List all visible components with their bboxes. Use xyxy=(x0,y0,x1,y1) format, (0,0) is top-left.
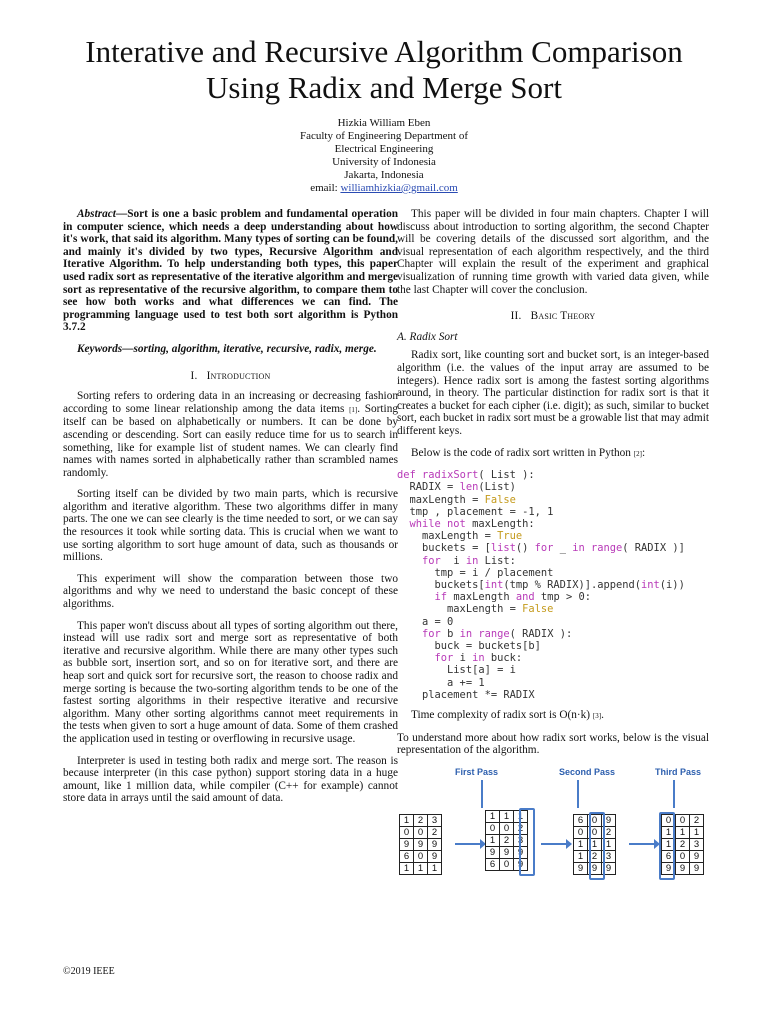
grid-cell: 9 xyxy=(602,862,616,874)
overview-paragraph: This paper will be divided in four main chapters. Chapter I will discuss about introduction to sorting algorithm, the second Chapter will be covering details of the discussed sort algorithm, and the visual representation of each algorithm respectively, and the third Chapter will explain the result of the experiment and graphical visualization of running time growth with varied data given, while the last Chapter will cover the conclusion. xyxy=(397,208,709,296)
citation: [2] xyxy=(633,449,642,458)
grid-cell: 9 xyxy=(428,850,442,862)
section-title: Introduction xyxy=(206,369,271,382)
grid-cell: 2 xyxy=(690,814,704,826)
grid-cell: 6 xyxy=(574,814,588,826)
grid-cell: 9 xyxy=(486,846,500,858)
grid-cell: 1 xyxy=(514,810,528,822)
radix-paragraph-1: Radix sort, like counting sort and bucket sort, is an integer-based algorithm (i.e. the values of the input array are assumed to be integers). Hence radix sort is among the fastest sorting algorithms around, in theory. The particular distinction for radix sort is that it creates a bucket for each cipher (i.e. digit); as such, similar to bucket sort, each bucket in radix sort must be a growable list that may admit different keys. xyxy=(397,349,709,437)
paper-title xyxy=(40,34,728,106)
radix-paragraph-2 xyxy=(397,447,709,461)
abstract-label: Abstract xyxy=(77,208,116,220)
second-pass-highlight xyxy=(589,812,605,880)
grid-cell: 1 xyxy=(428,862,442,874)
section-heading-basic-theory xyxy=(397,310,709,323)
grid-cell: 0 xyxy=(676,850,690,862)
grid-cell: 9 xyxy=(500,846,514,858)
grid-cell: 9 xyxy=(588,862,602,874)
grid-cell: 3 xyxy=(602,850,616,862)
first-pass-pointer xyxy=(481,780,483,808)
grid-row xyxy=(400,838,442,850)
grid-row xyxy=(400,850,442,862)
grid-cell: 9 xyxy=(514,858,528,870)
grid-cell: 0 xyxy=(400,826,414,838)
grid-cell: 2 xyxy=(500,834,514,846)
grid-row xyxy=(400,826,442,838)
grid-cell: 2 xyxy=(514,822,528,834)
grid-cell: 1 xyxy=(676,826,690,838)
grid-cell: 0 xyxy=(500,822,514,834)
first-pass-highlight xyxy=(519,808,535,876)
grid-cell: 0 xyxy=(676,814,690,826)
grid-cell: 1 xyxy=(400,814,414,826)
grid-cell: 2 xyxy=(414,814,428,826)
citation: [1] xyxy=(349,405,358,414)
grid-cell: 1 xyxy=(574,838,588,850)
author-affiliation-3: University of Indonesia xyxy=(332,156,436,168)
email-label: email: xyxy=(310,182,341,194)
grid-cell: 6 xyxy=(662,850,676,862)
grid-cell: 9 xyxy=(690,862,704,874)
grid-cell: 2 xyxy=(602,826,616,838)
grid-cell: 0 xyxy=(588,826,602,838)
grid-cell: 0 xyxy=(486,822,500,834)
intro-p1-text-cont: . Sorting itself can be based on alphabetically or numbers. It can be done by ascending or descending. Sort can easily reduce time for us to search in something, like for example list of student names. We can clearly find names with names sorted in alphabetically rather than scrambled names randomly. xyxy=(63,402,398,479)
author-affiliation-4: Jakarta, Indonesia xyxy=(344,169,424,181)
grid-cell: 0 xyxy=(414,850,428,862)
keywords-label: Keywords xyxy=(77,342,123,355)
grid-cell: 0 xyxy=(662,814,676,826)
arrow-to-third-pass xyxy=(629,843,655,845)
arrow-to-first-pass xyxy=(455,843,481,845)
citation: [3] xyxy=(592,711,602,720)
first-pass-label: First Pass xyxy=(455,766,499,777)
third-pass-label: Third Pass xyxy=(655,766,702,777)
author-email-line xyxy=(200,182,568,195)
grid-cell: 1 xyxy=(400,862,414,874)
grid-cell: 9 xyxy=(428,838,442,850)
title-line-2: Using Radix and Merge Sort xyxy=(206,70,562,105)
grid-cell: 1 xyxy=(588,838,602,850)
grid-cell: 6 xyxy=(486,858,500,870)
grid-row xyxy=(400,814,442,826)
grid-cell: 9 xyxy=(574,862,588,874)
second-pass-label: Second Pass xyxy=(559,766,616,777)
complexity-text: Time complexity of radix sort is O(n·k) xyxy=(411,708,591,721)
grid-cell: 1 xyxy=(414,862,428,874)
intro-paragraph-5: Interpreter is used in testing both radix and merge sort. The reason is because interpreter (in this case python) support storing data in a huge amount, like 1 million data, while compiler (C++ for example) cannot store data in arrays until the said amount of data. xyxy=(63,754,398,805)
complexity-end: . xyxy=(601,708,604,721)
initial-array-grid xyxy=(399,814,442,875)
grid-cell: 9 xyxy=(602,814,616,826)
grid-cell: 9 xyxy=(662,862,676,874)
section-number: II. xyxy=(510,310,522,323)
title-line-1: Interative and Recursive Algorithm Comparison xyxy=(85,34,683,69)
abstract xyxy=(63,208,398,334)
intro-paragraph-2: Sorting itself can be divided by two main parts, which is recursive algorithm and iterative algorithm. These two algorithms differ in many parts. The one we can see clearly is the time needed to sort, or we can say the resources it took while sorting data. This is crucial when we want to use sorting algorithm to sort huge amount of data, such as thousands or millions. xyxy=(63,488,398,564)
grid-cell: 2 xyxy=(588,850,602,862)
author-affiliation-2: Electrical Engineering xyxy=(334,143,434,155)
grid-cell: 3 xyxy=(514,834,528,846)
radix-paragraph-3: To understand more about how radix sort works, below is the visual representation of the algorithm. xyxy=(397,731,709,757)
intro-paragraph-3: This experiment will show the comparation between those two algorithms and why we need to understand the basic concept of these algorithms. xyxy=(63,572,398,611)
author-block xyxy=(200,117,568,195)
intro-paragraph-1 xyxy=(63,390,398,479)
complexity-line xyxy=(397,709,709,723)
author-affiliation-1: Faculty of Engineering Department of xyxy=(299,130,468,142)
grid-cell: 9 xyxy=(414,838,428,850)
copyright-footer: ©2019 IEEE xyxy=(63,966,115,977)
grid-cell: 1 xyxy=(690,826,704,838)
grid-cell: 9 xyxy=(400,838,414,850)
grid-cell: 0 xyxy=(500,858,514,870)
left-column xyxy=(63,208,398,814)
section-number: I. xyxy=(190,369,198,382)
keywords-text: —sorting, algorithm, iterative, recursive, radix, merge. xyxy=(122,342,377,355)
grid-cell: 0 xyxy=(588,814,602,826)
email-link[interactable]: williamhizkia@gmail.com xyxy=(340,182,458,194)
grid-cell: 6 xyxy=(400,850,414,862)
grid-cell: 3 xyxy=(428,814,442,826)
section-title: Basic Theory xyxy=(530,310,596,323)
grid-cell: 2 xyxy=(428,826,442,838)
section-heading-introduction xyxy=(63,370,398,383)
author-name: Hizkia William Eben xyxy=(337,117,431,129)
grid-row xyxy=(400,862,442,874)
grid-cell: 1 xyxy=(574,850,588,862)
grid-cell: 1 xyxy=(662,838,676,850)
grid-cell: 0 xyxy=(414,826,428,838)
grid-cell: 9 xyxy=(690,850,704,862)
grid-cell: 1 xyxy=(500,810,514,822)
intro-p1-text: Sorting refers to ordering data in an increasing or decreasing fashion according to some linear relationship among the data items xyxy=(63,390,398,415)
arrow-to-second-pass xyxy=(541,843,567,845)
grid-cell: 0 xyxy=(574,826,588,838)
radix-sort-diagram xyxy=(397,766,709,888)
grid-cell: 1 xyxy=(486,810,500,822)
third-pass-highlight xyxy=(659,812,675,880)
subsection-heading-radix: A. Radix Sort xyxy=(397,330,458,343)
abstract-text: —Sort is one a basic problem and fundamental operation in computer science, which needs a deep understanding about how it's work, that said its algorithm. Many types of sorting can be found, and mainly it's divided by two types, Recursive Algorithm and Iterative Algorithm. To help understanding both types, this paper used radix sort as representative of the iterative algorithm and merge sort as representative of the recursive algorithm, to compare them to see how both works and what differences we can find. The programming language used to test both sort algorithm is Python 3.7.2 xyxy=(63,208,398,334)
intro-paragraph-4: This paper won't discuss about all types of sorting algorithm out there, instead will use radix sort and merge sort as representative of both iterative and recursive algorithm. While there are many other types such as bubble sort, insertion sort, and so on for iterative sort, and there are heap sort and quick sort for recursive sort, the reason to choose radix and merge sorting is because the two-sorting algorithm tends to be one of the fastest sorting algorithms in their respective iterative and recursive algorithm. Many other sorting algorithms cannot meet requirements in the tests when given to sort a huge amount of data. Some of them crashed the application used in testing or overflowing in recursive usage. xyxy=(63,619,398,745)
right-column xyxy=(397,208,709,888)
grid-cell: 3 xyxy=(690,838,704,850)
grid-cell: 1 xyxy=(662,826,676,838)
radix-sort-code: def radixSort( List ): RADIX = len(List) maxLength = False tmp , placement = -1, 1 while not maxLength: maxLength = True buckets = [list() for _ in range( RADIX )] for i in List: tmp = i / placement buckets[int(tmp % RADIX)].append(int(i)) if maxLength and tmp > 0: maxLength = False a = 0 for b in range( RADIX ): buck = buckets[b] for i in buck: List[a] = i a += 1 placement *= RADIX xyxy=(397,469,685,701)
radix-p2-text: Below is the code of radix sort written in Python xyxy=(411,446,631,459)
keywords xyxy=(63,343,398,356)
grid-cell: 1 xyxy=(602,838,616,850)
grid-cell: 9 xyxy=(514,846,528,858)
radix-p2-end: : xyxy=(641,446,646,459)
grid-cell: 9 xyxy=(676,862,690,874)
grid-cell: 2 xyxy=(676,838,690,850)
grid-cell: 1 xyxy=(486,834,500,846)
second-pass-pointer xyxy=(577,780,579,808)
third-pass-pointer xyxy=(673,780,675,808)
